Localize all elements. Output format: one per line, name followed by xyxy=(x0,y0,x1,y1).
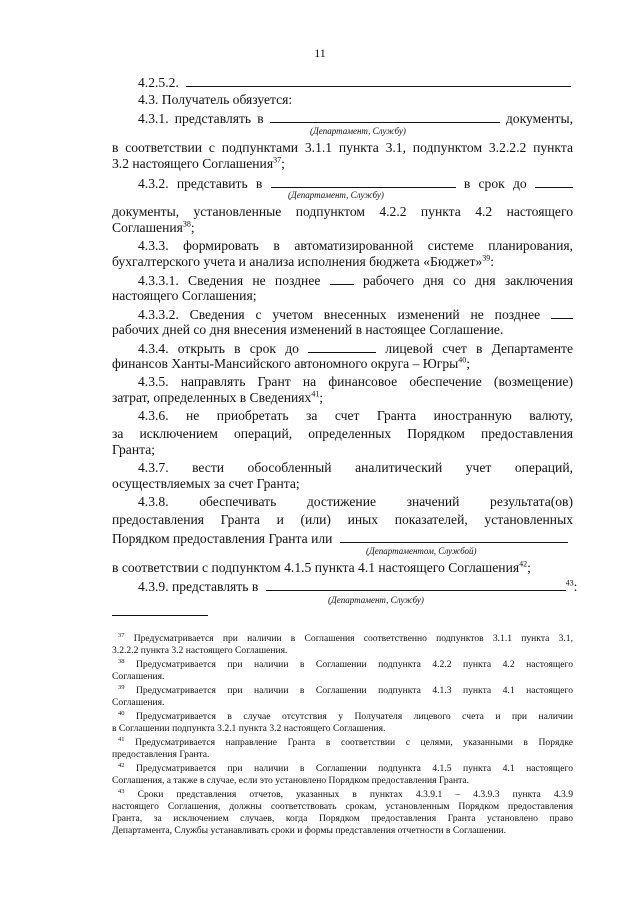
clause-4-3-7-line1: 4.3.7. вести обособленный аналитический учет операций, xyxy=(138,460,573,475)
footnote-43-line3: Гранта, за исключением случаев, когда Порядком предоставления Гранта установлено право xyxy=(112,813,573,824)
footnote-37-line1: $^{37}$ Предусматривается при наличии в Соглашения соответственно подпунктов 3.1.1 пункта 3.1, xyxy=(118,631,573,644)
footnote-42-line1: $^{42}$ Предусматривается при наличии в Соглашении подпункта 4.1.5 пункта 4.1 настоящего xyxy=(118,761,573,774)
footnote-separator xyxy=(112,615,208,616)
fill-line xyxy=(340,530,568,543)
footnote-ref: 39 xyxy=(482,253,491,263)
fill-line xyxy=(271,175,456,188)
footnote-38-line2: Соглашения. xyxy=(112,671,165,682)
clause-4-3: 4.3. Получатель обязуется: xyxy=(138,92,293,107)
footnote-42-line2: Соглашения, а также в случае, если это установлено Порядком предоставления Гранта. xyxy=(112,775,470,786)
footnote-ref: 38 xyxy=(182,219,191,229)
field-caption: (Департамент, Службу) xyxy=(328,595,424,605)
clause-4-3-3-2-line1: 4.3.3.2. Сведения с учетом внесенных изменений не позднее xyxy=(138,306,573,323)
footnote-ref: 42 xyxy=(519,559,528,569)
clause-4-3-3-line1: 4.3.3. формировать в автоматизированной системе планирования, xyxy=(138,238,573,253)
fill-line xyxy=(330,272,354,285)
clause-4-3-1-line2: в соответствии с подпунктами 3.1.1 пункта 3.1, подпунктом 3.2.2.2 пункта xyxy=(112,140,573,155)
clause-4-3-8-line2: предоставления Гранта и (или) иных показателей, установленных xyxy=(112,512,573,527)
field-caption: (Департамент, Службу) xyxy=(310,126,406,136)
footnote-ref: 40 xyxy=(458,355,467,365)
footnote-39-line1: $^{39}$ Предусматривается при наличии в Соглашении подпункта 4.1.3 пункта 4.1 настоящего xyxy=(118,683,573,696)
footnote-43-line1: $^{43}$ Сроки представления отчетов, указанных в пунктах 4.3.9.1 – 4.3.9.3 пункта 4.3.9 xyxy=(118,787,574,800)
footnote-41-line2: предоставления Гранта. xyxy=(112,749,210,760)
page-number: 11 xyxy=(314,46,326,60)
clause-4-3-3-1-line1: 4.3.3.1. Сведения не позднее рабочего дня со дня заключения xyxy=(138,273,573,288)
clause-4-3-2-line3: Соглашения$^{38}$; xyxy=(112,219,195,235)
clause-4-3-3-1-line2: настоящего Соглашения; xyxy=(112,288,257,303)
clause-4-3-1-line1: 4.3.1. представлять в документы, xyxy=(138,111,573,126)
fill-line xyxy=(270,110,500,123)
footnote-40-line1: $^{40}$ Предусматривается в случае отсутствия у Получателя лицевого счета и при наличии xyxy=(118,709,573,722)
clause-4-3-4-line2: финансов Ханты-Мансийского автономного округа – Югры$^{40}$; xyxy=(112,355,471,371)
clause-4-3-9-line1: 4.3.9. представлять в $^{43}$: xyxy=(138,578,578,594)
footnote-37-line2: 3.2.2.2 пункта 3.2 настоящего Соглашения. xyxy=(112,645,288,656)
footnote-40-line2: в Соглашении подпункта 3.2.1 пункта 3.2 настоящего Соглашения. xyxy=(112,723,386,734)
footnote-39-line2: Соглашения. xyxy=(112,697,165,708)
clause-4-3-1-line3: 3.2 настоящего Соглашения$^{37}$; xyxy=(112,155,285,171)
fill-line xyxy=(551,306,573,319)
clause-4-3-8-line1: 4.3.8. обеспечивать достижение значений результата(ов) xyxy=(138,494,573,509)
clause-4-3-5-line1: 4.3.5. направлять Грант на финансовое обеспечение (возмещение) xyxy=(138,374,573,389)
clause-4-3-6-line1: 4.3.6. не приобретать за счет Гранта иностранную валюту, xyxy=(138,408,573,423)
clause-4-2-5-2: 4.2.5.2. xyxy=(138,74,571,91)
fill-line xyxy=(308,340,376,353)
fill-line xyxy=(266,578,566,591)
clause-4-3-4-line1: 4.3.4. открыть в срок до лицевой счет в Департаменте xyxy=(138,341,573,356)
field-caption: (Департамент, Службу) xyxy=(288,190,384,200)
footnote-43-line2: настоящего Соглашения, должны соответствовать срокам, установленным Порядком предоставления xyxy=(112,801,573,812)
clause-4-3-8-line3: Порядком предоставления Гранта или xyxy=(112,530,568,547)
clause-4-3-6-line2: за исключением операций, определенных Порядком предоставления xyxy=(112,426,573,441)
clause-4-3-5-line2: затрат, определенных в Сведениях$^{41}$; xyxy=(112,389,324,405)
footnote-ref: 41 xyxy=(311,389,320,399)
footnote-38-line1: $^{38}$ Предусматривается при наличии в Соглашении подпункта 4.2.2 пункта 4.2 настоящего xyxy=(118,657,573,670)
clause-4-3-3-2-line2: рабочих дней со дня внесения изменений в настоящее Соглашение. xyxy=(112,322,504,337)
clause-4-3-2-line1: 4.3.2. представить в в срок до xyxy=(138,175,573,192)
fill-line xyxy=(186,74,571,87)
clause-4-3-7-line2: осуществляемых за счет Гранта; xyxy=(112,476,300,491)
fill-line xyxy=(535,175,573,188)
clause-4-3-2-line2: документы, установленные подпунктом 4.2.2 пункта 4.2 настоящего xyxy=(112,204,573,219)
clause-4-3-3-line2: бухгалтерского учета и анализа исполнения бюджета «Бюджет»$^{39}$: xyxy=(112,253,494,269)
footnote-43-line4: Департамента, Службы устанавливать сроки и формы представления отчетности в Соглашении. xyxy=(112,825,506,836)
footnote-ref: 37 xyxy=(273,155,282,165)
clause-4-3-8-line4: в соответствии с подпунктом 4.1.5 пункта 4.1 настоящего Соглашения$^{42}$; xyxy=(112,559,531,575)
footnote-41-line1: $^{41}$ Предусматривается направление Гранта в соответствии с целями, указанными в Порядке xyxy=(118,735,574,748)
footnote-ref: 43 xyxy=(565,578,574,588)
field-caption: (Департаментом, Службой) xyxy=(366,546,477,556)
clause-4-3-6-line3: Гранта; xyxy=(112,442,156,457)
